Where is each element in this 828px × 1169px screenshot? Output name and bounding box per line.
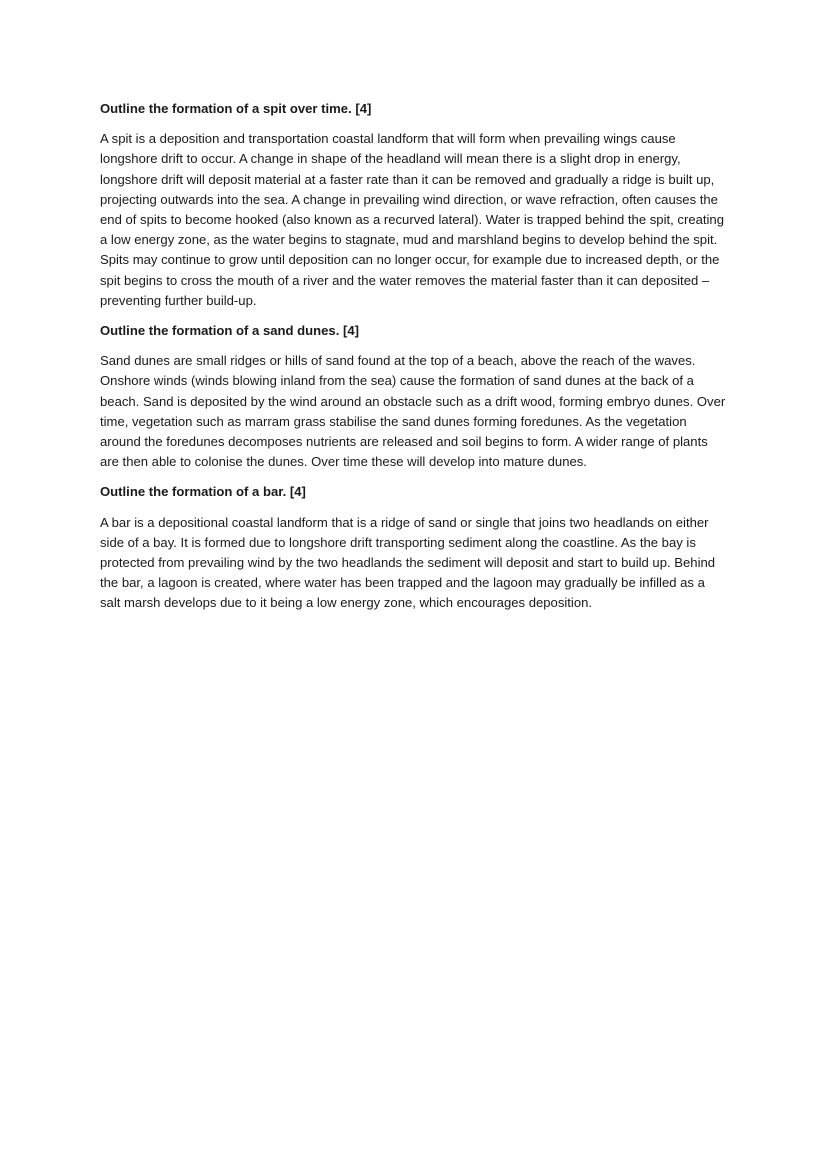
answer-paragraph-sand-dunes: Sand dunes are small ridges or hills of sand found at the top of a beach, above the reach of the waves. Onshore winds (winds blowing inland from the sea) cause the formation of sand dunes at the back of a beach. Sand is deposited by the wind around an obstacle such as a drift wood, forming embryo dunes. Over time, vegetation such as marram grass stabilise the sand dunes forming foredunes. As the vegetation around the foredunes decomposes nutrients are released and soil begins to form. A wider range of plants are then able to colonise the dunes. Over time these will develop into mature dunes. bbox=[100, 353, 726, 470]
question-heading-sand-dunes: Outline the formation of a sand dunes. [4] bbox=[100, 323, 359, 339]
question-heading-spit: Outline the formation of a spit over time. [4] bbox=[100, 101, 372, 116]
answer-paragraph-bar: A bar is a depositional coastal landform that is a ridge of sand or single that joins two headlands on either side of a bay. It is formed due to longshore drift transporting sediment along the coastline. As the bay is protected from prevailing wind by the two headlands the sediment will deposit and start to build up. Behind the bar, a lagoon is created, where water has been trapped and the lagoon may gradually be infilled as a salt marsh develops due to it being a low energy zone, which encourages deposition. bbox=[100, 514, 716, 611]
document-page bbox=[100, 99, 726, 624]
question-heading-bar: Outline the formation of a bar. [4] bbox=[100, 484, 306, 500]
answer-paragraph-spit: A spit is a deposition and transportation coastal landform that will form when prevailing wings cause longshore drift to occur. A change in shape of the headland will mean there is a slight drop in energy, longshore drift will deposit material at a faster rate than it can be removed and gradually a ridge is built up, projecting outwards into the sea. A change in prevailing wind direction, or wave refraction, often causes the end of spits to become hooked (also known as a recurved lateral). Water is trapped behind the spit, creating a low energy zone, as the water begins to stagnate, mud and marshland begins to develop behind the spit. Spits may continue to grow until deposition can no longer occur, for example due to increased depth, or the spit begins to cross the mouth of a river and the water removes the material faster than it can deposited – preventing further build-up. bbox=[100, 131, 724, 308]
